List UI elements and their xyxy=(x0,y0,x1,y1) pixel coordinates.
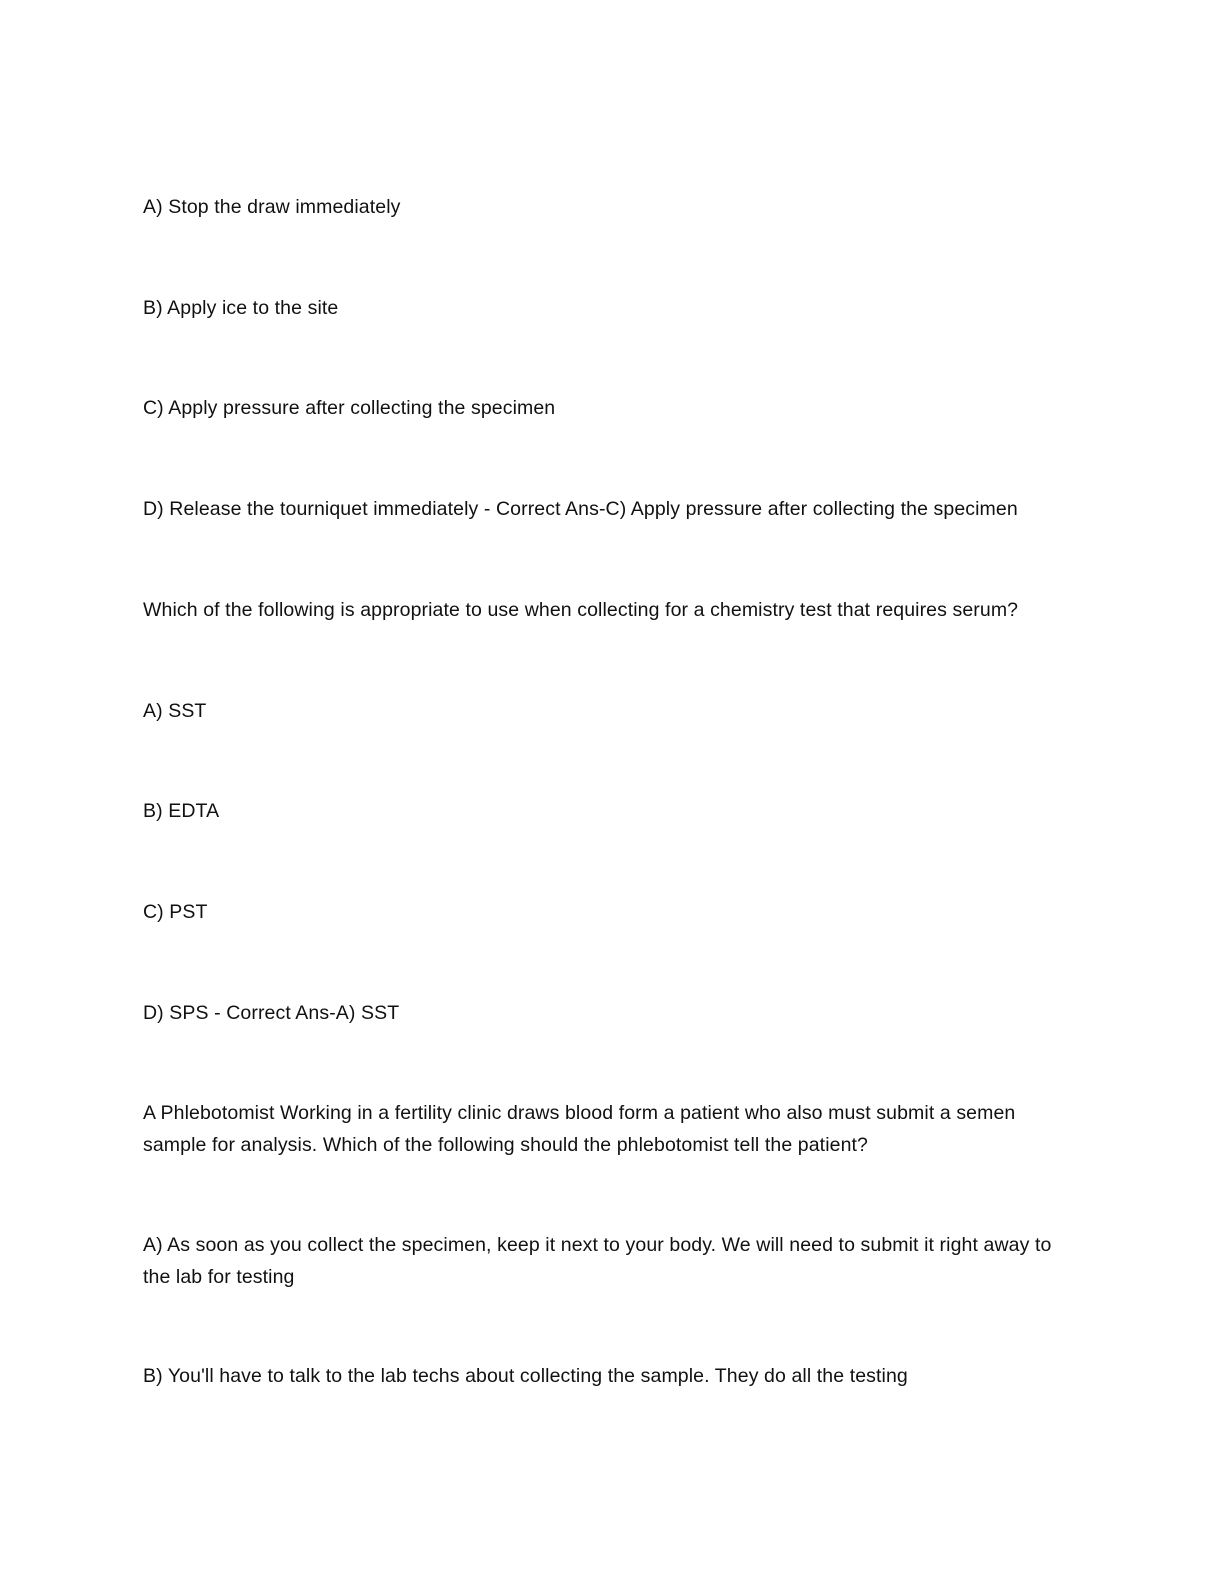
answer-option: A) Stop the draw immediately xyxy=(143,196,401,218)
answer-option: B) Apply ice to the site xyxy=(143,297,339,319)
answer-option: A) SST xyxy=(143,700,207,722)
answer-option-with-correct-answer: D) Release the tourniquet immediately - Correct Ans-C) Apply pressure after collecting the specimen xyxy=(143,498,1018,520)
answer-option: B) You'll have to talk to the lab techs about collecting the sample. They do all the testing xyxy=(143,1365,908,1387)
answer-option: C) PST xyxy=(143,901,208,923)
answer-option-with-correct-answer: D) SPS - Correct Ans-A) SST xyxy=(143,1002,400,1024)
question-text: Which of the following is appropriate to use when collecting for a chemistry test that requires serum? xyxy=(143,599,1019,621)
question-text: A Phlebotomist Working in a fertility clinic draws blood form a patient who also must submit a semen sample for analysis. Which of the following should the phlebotomist tell the patient? xyxy=(143,1102,1021,1156)
answer-option: A) As soon as you collect the specimen, keep it next to your body. We will need to submit it right away to the lab for testing xyxy=(143,1234,1057,1288)
answer-option: B) EDTA xyxy=(143,800,220,822)
answer-option: C) Apply pressure after collecting the specimen xyxy=(143,397,556,419)
